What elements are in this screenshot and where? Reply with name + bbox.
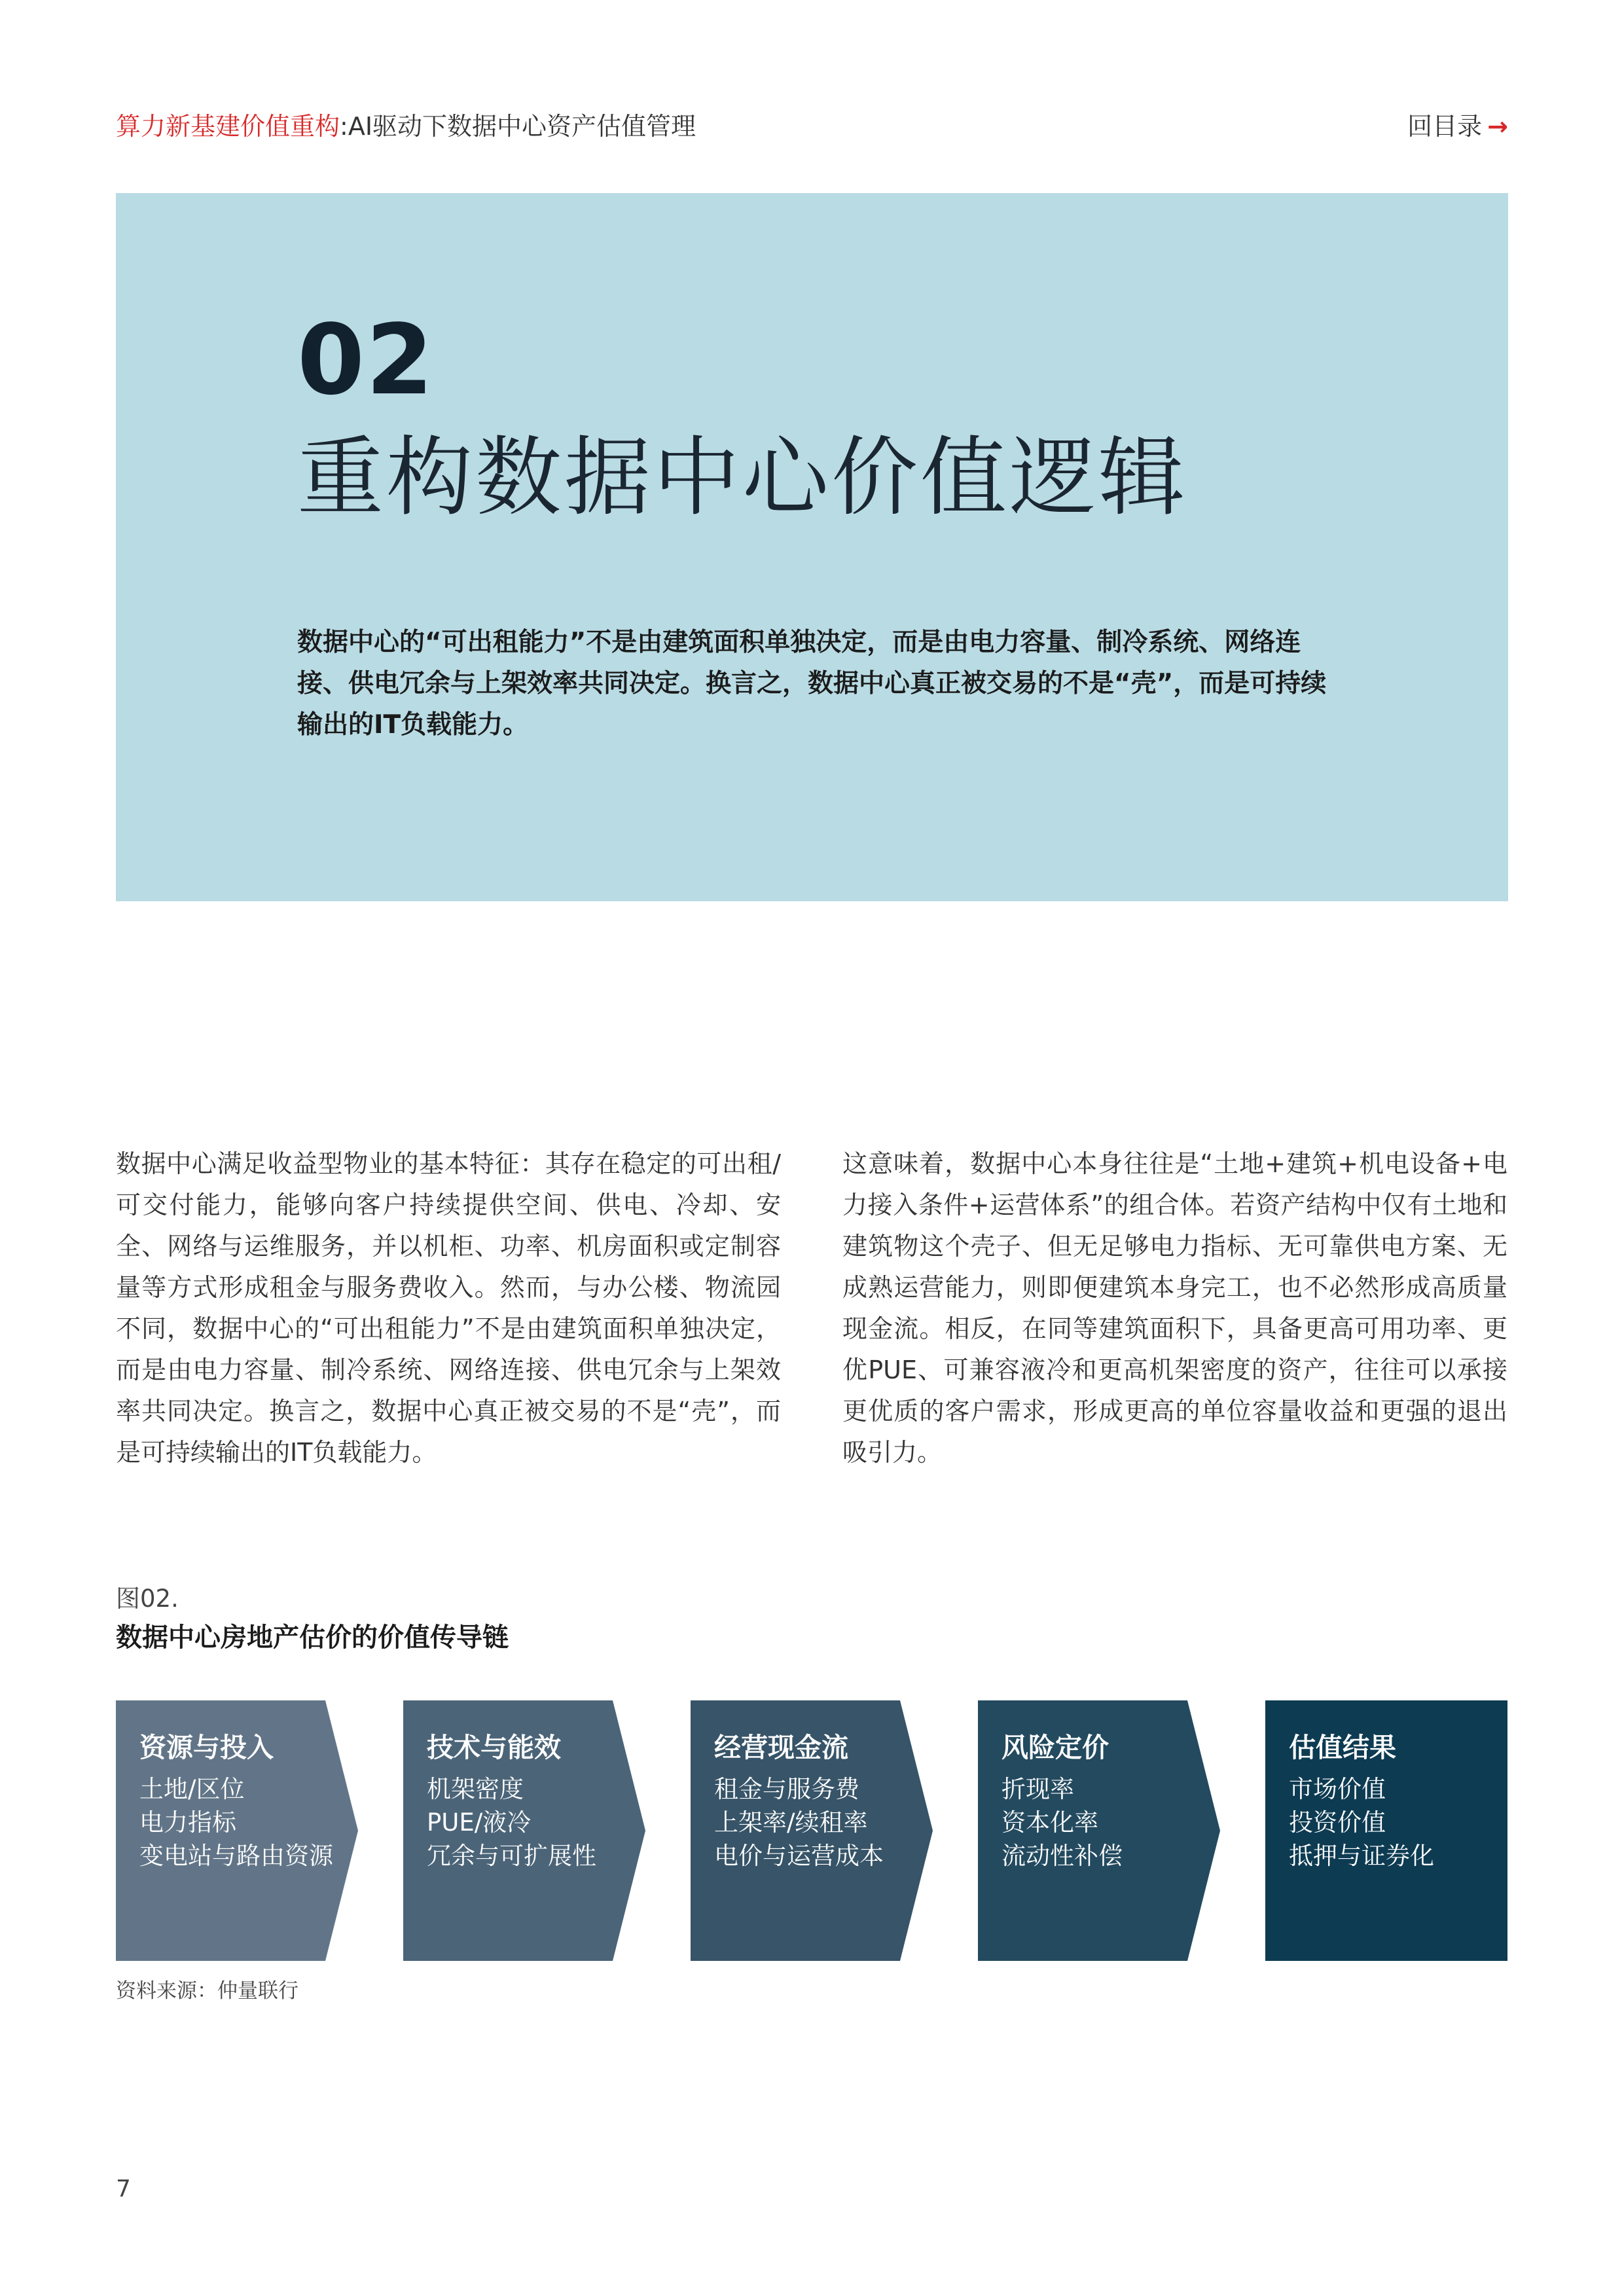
value-chain-step-text (139, 1729, 375, 1873)
value-chain-step (1265, 1700, 1507, 1961)
page-number: 7 (116, 2176, 131, 2202)
value-chain-step-item: 租金与服务费 (714, 1775, 859, 1803)
value-chain-step-item: 市场价值 (1289, 1775, 1386, 1803)
back-to-toc-label[interactable]: 回目录 (1407, 112, 1483, 141)
chapter-number: 02 (297, 304, 435, 416)
value-chain-step-text (1001, 1729, 1237, 1873)
chapter-lead: 数据中心的“可出租能力”不是由建筑面积单独决定，而是由电力容量、制冷系统、网络连接、供电冗余与上架效率共同决定。换言之，数据中心真正被交易的不是“壳”，而是可持续输出的IT负载能力。 (297, 628, 1327, 740)
value-chain-step-item: 变电站与路由资源 (139, 1842, 333, 1870)
value-chain-step-text (714, 1729, 950, 1873)
value-chain-step-item: 机架密度 (427, 1775, 524, 1803)
value-chain-step-item: 电价与运营成本 (714, 1842, 884, 1870)
value-chain-step-item: 投资价值 (1289, 1808, 1386, 1837)
value-chain-step (978, 1700, 1220, 1961)
chapter-hero (116, 193, 1508, 901)
body-paragraph-left: 数据中心满足收益型物业的基本特征：其存在稳定的可出租/可交付能力，能够向客户持续提供空间、供电、冷却、安全、网络与运维服务，并以机柜、功率、机房面积或定制容量等方式形成租金与服务费收入。然而，与办公楼、物流园不同，数据中心的“可出租能力”不是由建筑面积单独决定，而是由电力容量、制冷系统、网络连接、供电冗余与上架效率共同决定。换言之，数据中心真正被交易的不是“壳”，而是可持续输出的IT负载能力。 (116, 1149, 781, 1467)
figure-title: 数据中心房地产估价的价值传导链 (116, 1623, 509, 1653)
value-chain-step-item: PUE/液冷 (427, 1808, 532, 1837)
value-chain-step (403, 1700, 645, 1961)
value-chain-step (691, 1700, 933, 1961)
value-chain-step-title: 资源与投入 (139, 1732, 274, 1763)
value-chain-step (116, 1700, 358, 1961)
body-paragraph-right: 这意味着，数据中心本身往往是“土地+建筑+机电设备+电力接入条件+运营体系”的组合体。若资产结构中仅有土地和建筑物这个壳子、但无足够电力指标、无可靠供电方案、无成熟运营能力，则即便建筑本身完工，也不必然形成高质量现金流。相反，在同等建筑面积下，具备更高可用功率、更优PUE、可兼容液冷和更高机架密度的资产，往往可以承接更优质的客户需求，形成更高的单位容量收益和更强的退出吸引力。 (842, 1149, 1507, 1467)
value-chain-step-item: 流动性补偿 (1001, 1842, 1123, 1870)
back-to-toc-link[interactable] (1407, 110, 1508, 143)
value-chain-step-text (427, 1729, 662, 1873)
figure-source: 资料来源：仲量联行 (116, 1979, 298, 2003)
value-chain-step-title: 估值结果 (1289, 1732, 1396, 1763)
value-chain-step-text (1289, 1729, 1525, 1873)
chapter-title: 重构数据中心价值逻辑 (297, 427, 1187, 528)
value-chain-step-item: 土地/区位 (139, 1775, 245, 1803)
value-chain-step-item: 抵押与证券化 (1289, 1842, 1434, 1870)
value-chain-step-item: 资本化率 (1001, 1808, 1098, 1837)
document-header-title (116, 110, 696, 143)
value-chain-step-item: 冗余与可扩展性 (427, 1842, 596, 1870)
header-title-highlight: 算力新基建价值重构 (116, 112, 340, 141)
figure-label: 图02. (116, 1585, 179, 1613)
value-chain-diagram (116, 1700, 1508, 1961)
value-chain-step-item: 上架率/续租率 (714, 1808, 868, 1837)
value-chain-step-item: 电力指标 (139, 1808, 236, 1837)
value-chain-step-title: 技术与能效 (427, 1732, 561, 1763)
arrow-right-icon[interactable]: → (1487, 112, 1508, 141)
value-chain-step-item: 折现率 (1001, 1775, 1074, 1803)
value-chain-step-title: 风险定价 (1001, 1732, 1109, 1763)
value-chain-step-title: 经营现金流 (714, 1732, 848, 1763)
header-title-rest: :AI驱动下数据中心资产估值管理 (340, 112, 696, 141)
